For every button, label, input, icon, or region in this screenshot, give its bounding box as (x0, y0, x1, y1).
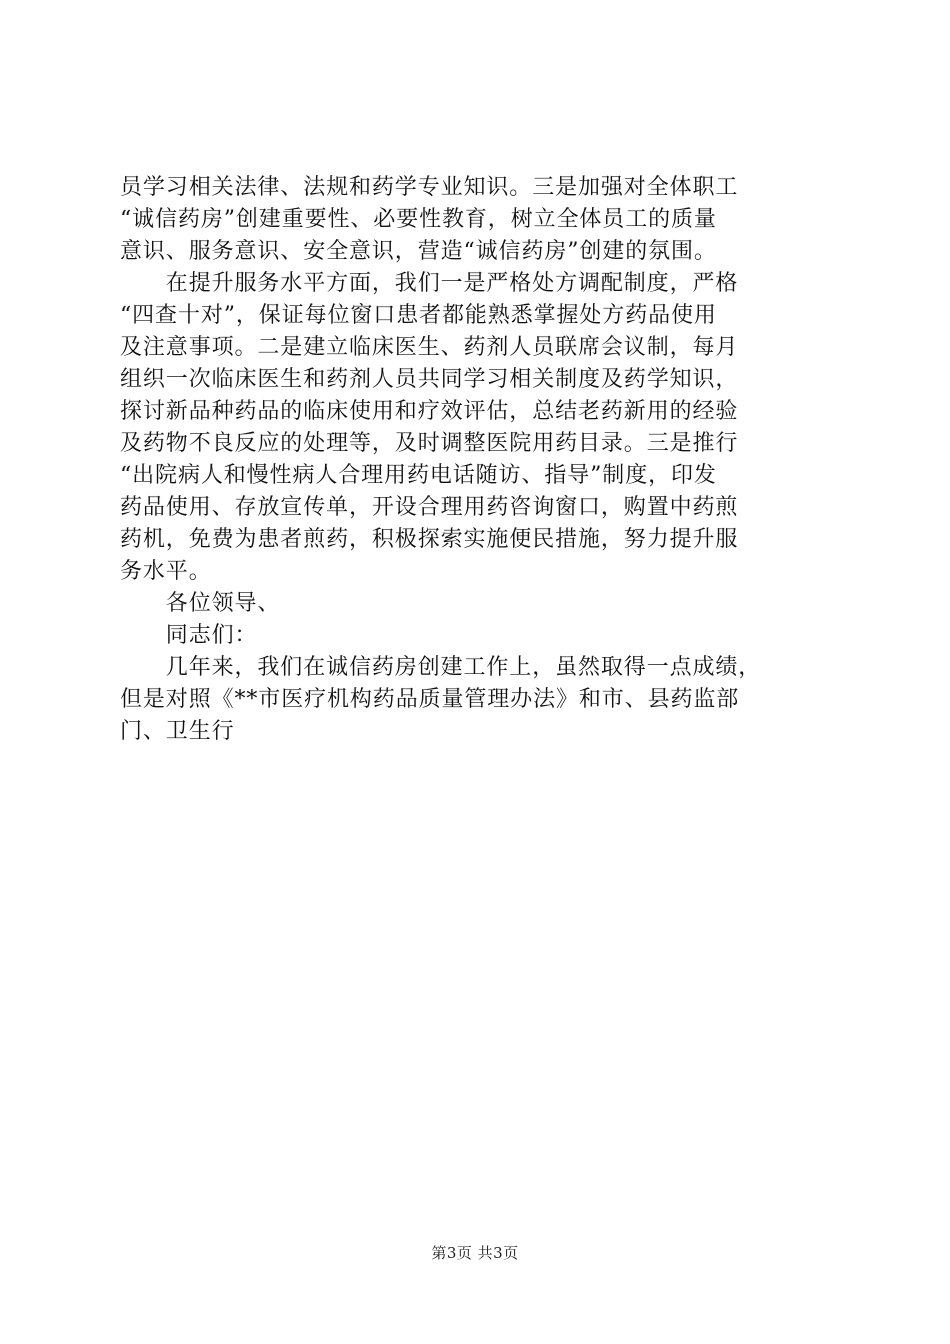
text-line: 药品使用、存放宣传单，开设合理用药咨询窗口，购置中药煎 (120, 495, 739, 520)
text-line: 意识、服务意识、安全意识，营造“诚信药房”创建的氛围。 (120, 239, 717, 264)
text-line: “出院病人和慢性病人合理用药电话随访、指导”制度，印发 (120, 463, 717, 488)
text-line: 药机，免费为患者煎药，积极探索实施便民措施，努力提升服 (120, 527, 739, 552)
body-text (120, 172, 840, 748)
text-line: 同志们： (120, 623, 258, 648)
page-number-footer: 第3页 共3页 (431, 1244, 519, 1262)
text-line: 各位领导、 (120, 591, 281, 616)
text-line: 但是对照《**市医疗机构药品质量管理办法》和市、县药监部 (120, 687, 740, 712)
text-line: 务水平。 (120, 559, 212, 584)
text-line: 员学习相关法律、法规和药学专业知识。三是加强对全体职工 (120, 175, 739, 200)
text-line: “四查十对”，保证每位窗口患者都能熟悉掌握处方药品使用 (120, 303, 717, 328)
text-line: 几年来，我们在诚信药房创建工作上，虽然取得一点成绩， (120, 655, 762, 680)
text-line: 及药物不良反应的处理等，及时调整医院用药目录。三是推行 (120, 431, 739, 456)
text-line: 组织一次临床医生和药剂人员共同学习相关制度及药学知识， (120, 367, 739, 392)
text-line: “诚信药房”创建重要性、必要性教育，树立全体员工的质量 (120, 207, 717, 232)
text-line: 门、卫生行 (120, 719, 235, 744)
text-line: 及注意事项。二是建立临床医生、药剂人员联席会议制，每月 (120, 335, 739, 360)
text-line: 探讨新品种药品的临床使用和疗效评估，总结老药新用的经验 (120, 399, 739, 424)
text-line: 在提升服务水平方面，我们一是严格处方调配制度，严格 (120, 271, 739, 296)
